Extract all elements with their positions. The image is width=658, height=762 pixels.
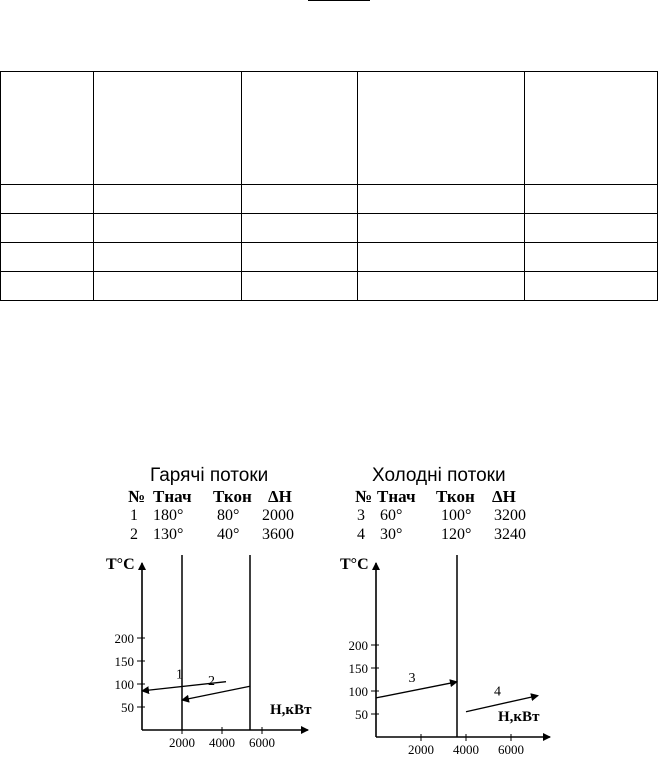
hot-header-number: №: [128, 487, 146, 506]
cold-row2-number: 4: [357, 526, 365, 543]
hot-streams-chart: [100, 555, 310, 760]
series-label-2: 2: [208, 674, 215, 690]
table-cell: [1, 185, 94, 214]
table-cell: [358, 243, 525, 272]
table-cell: [242, 214, 358, 243]
table-cell: [525, 214, 658, 243]
table-header-row: [1, 72, 658, 185]
cold-row2-dh: 3240: [494, 526, 526, 543]
cold-row1-tstart: 60°: [380, 507, 403, 524]
table-row: [1, 243, 658, 272]
x-tick-label: 4000: [453, 742, 479, 757]
hot-row2-number: 2: [130, 526, 138, 543]
table-row: [1, 272, 658, 301]
table-cell: [525, 185, 658, 214]
x-tick-label: 6000: [249, 735, 275, 750]
x-axis-label: H,кВт: [498, 709, 540, 725]
table-cell: [94, 272, 242, 301]
y-tick-label: 50: [355, 707, 368, 722]
y-tick-label: 50: [121, 700, 134, 715]
y-tick-label: 200: [348, 638, 368, 653]
table-cell: [242, 243, 358, 272]
hot-header-tstart: Тнач: [153, 487, 192, 506]
cold-streams-chart: [338, 555, 558, 760]
table-cell: [94, 72, 242, 185]
table-cell: [358, 214, 525, 243]
series-label-3: 3: [408, 670, 416, 686]
cold-header-dh: ΔH: [492, 487, 516, 506]
x-tick-label: 2000: [169, 735, 195, 750]
table-cell: [358, 272, 525, 301]
series-arrow-2: [182, 686, 250, 700]
hot-row1-dh: 2000: [262, 507, 294, 524]
cold-row2-tstart: 30°: [380, 526, 403, 543]
hot-row2-tend: 40°: [217, 526, 240, 543]
cold-header-tend: Ткон: [436, 487, 475, 506]
y-tick-label: 100: [348, 684, 368, 699]
hot-header-dh: ΔH: [268, 487, 292, 506]
y-tick-label: 200: [114, 631, 134, 646]
x-tick-label: 4000: [209, 735, 235, 750]
table-cell: [1, 72, 94, 185]
hot-row1-number: 1: [130, 507, 138, 524]
hot-row1-tend: 80°: [217, 507, 240, 524]
cold-header-tstart: Тнач: [377, 487, 416, 506]
cold-row1-number: 3: [357, 507, 365, 524]
hot-row2-tstart: 130°: [153, 526, 184, 543]
table-row: [1, 214, 658, 243]
table-cell: [94, 243, 242, 272]
y-axis-label: T°C: [340, 556, 369, 573]
hot-row2-dh: 3600: [262, 526, 294, 543]
y-tick-label: 100: [114, 677, 134, 692]
table-cell: [242, 72, 358, 185]
x-tick-label: 2000: [408, 742, 434, 757]
table-cell: [1, 214, 94, 243]
x-axis-label: H,кВт: [270, 702, 312, 718]
series-label-4: 4: [494, 684, 501, 700]
hot-row1-tstart: 180°: [153, 507, 184, 524]
table-cell: [242, 272, 358, 301]
empty-grid-table: [0, 71, 658, 301]
table-cell: [358, 72, 525, 185]
table-cell: [94, 185, 242, 214]
table-cell: [358, 185, 525, 214]
cold-header-number: №: [355, 487, 373, 506]
table-cell: [94, 214, 242, 243]
hot-header-tend: Ткон: [213, 487, 252, 506]
table-row: [1, 185, 658, 214]
series-arrow-3: [376, 682, 457, 698]
cold-row1-dh: 3200: [494, 507, 526, 524]
table-cell: [242, 185, 358, 214]
table-cell: [525, 72, 658, 185]
table-cell: [1, 243, 94, 272]
hot-streams-title: Гарячі потоки: [150, 465, 269, 486]
cold-streams-title: Холодні потоки: [372, 465, 506, 486]
y-axis-label: T°C: [106, 556, 135, 573]
table-cell: [525, 243, 658, 272]
x-tick-label: 6000: [498, 742, 524, 757]
top-underline-mark: [308, 0, 370, 1]
y-tick-label: 150: [114, 654, 134, 669]
y-tick-label: 150: [348, 661, 368, 676]
table-cell: [525, 272, 658, 301]
series-label-1: 1: [176, 667, 183, 683]
cold-row2-tend: 120°: [441, 526, 472, 543]
cold-row1-tend: 100°: [441, 507, 472, 524]
table-cell: [1, 272, 94, 301]
